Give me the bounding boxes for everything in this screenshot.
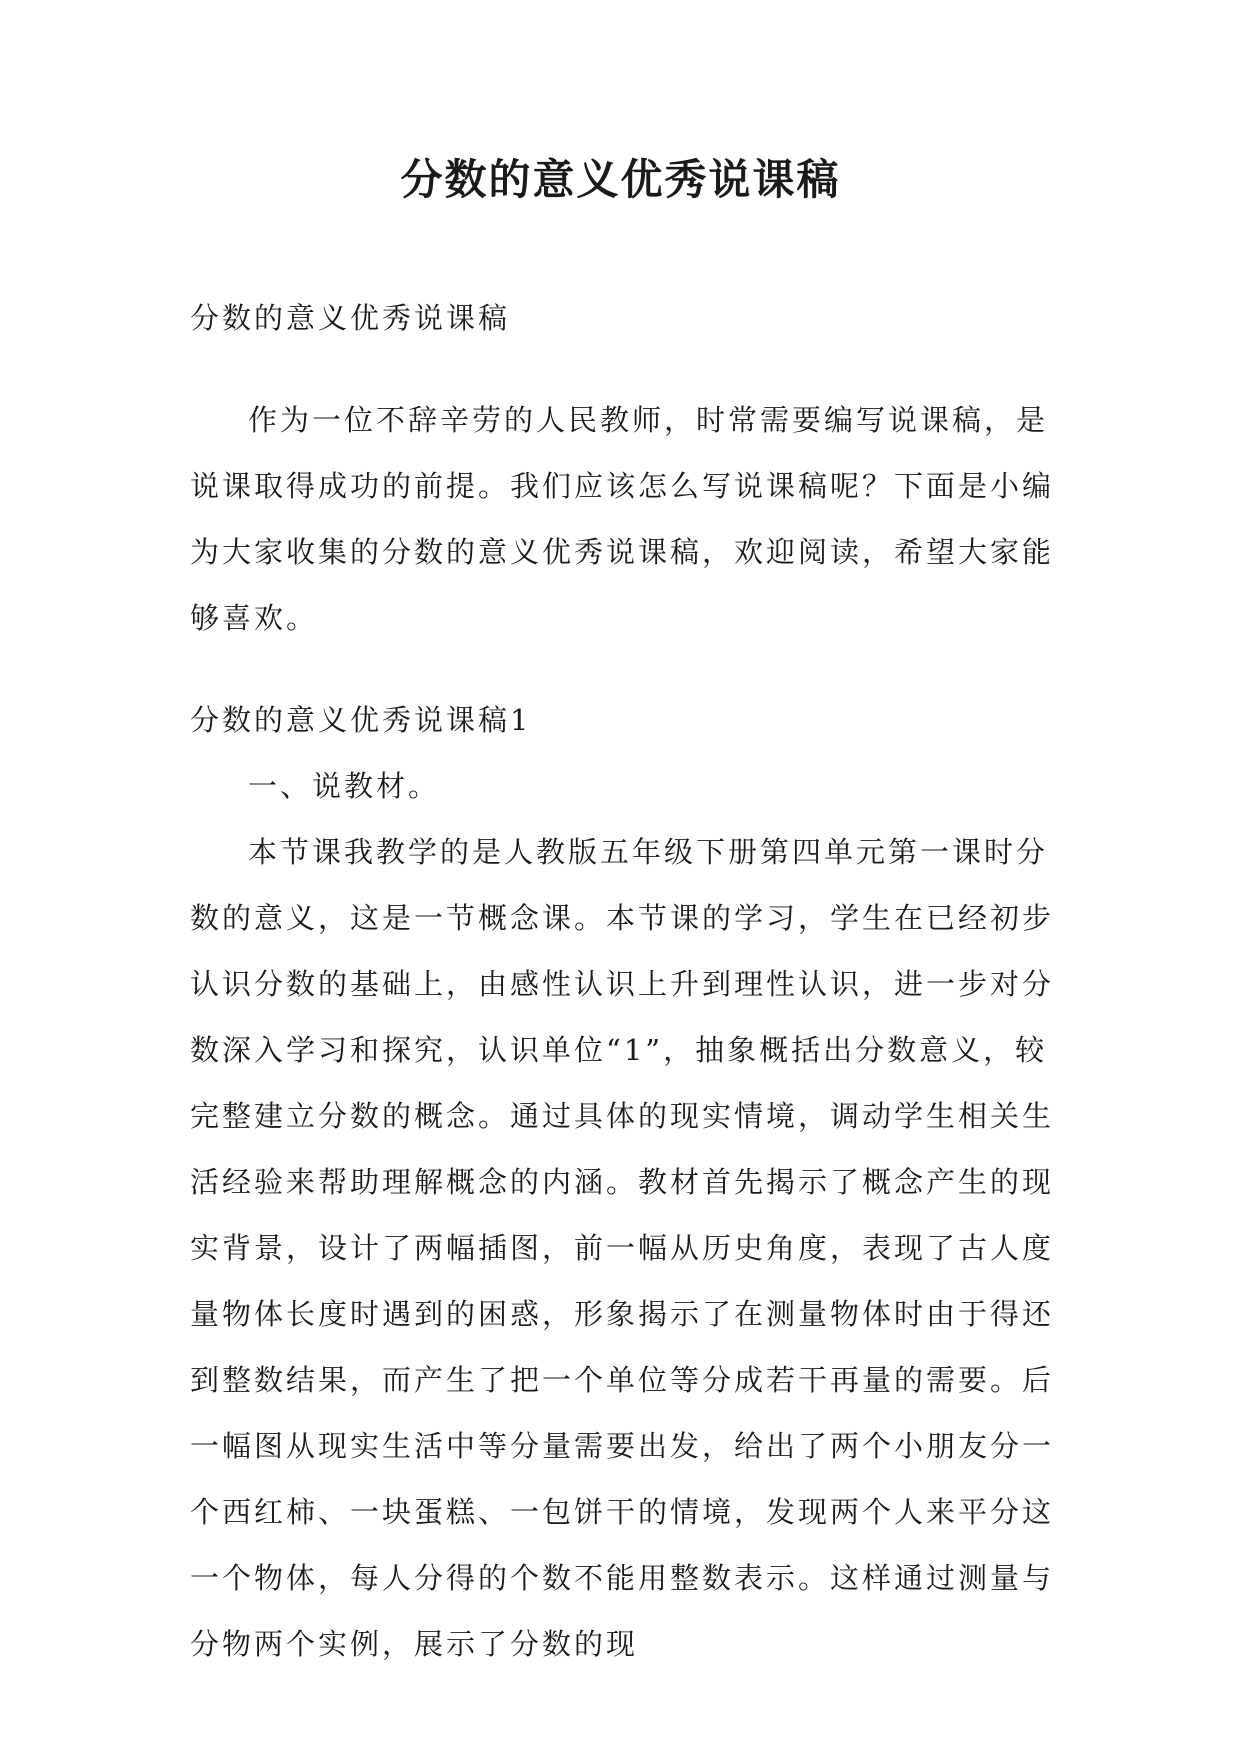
part-heading: 一、说教材。	[248, 769, 441, 803]
section-heading: 分数的意义优秀说课稿1	[190, 703, 532, 737]
body-paragraph: 本节课我教学的是人教版五年级下册第四单元第一课时分数的意义，这是一节概念课。本节课的学习，学生在已经初步认识分数的基础上，由感性认识上升到理性认识，进一步对分数深入学习和探究，认识单位“1”，抽象概括出分数意义，较完整建立分数的概念。通过具体的现实情境，调动学生相关生活经验来帮助理解概念的内涵。教材首先揭示了概念产生的现实背景，设计了两幅插图，前一幅从历史角度，表现了古人度量物体长度时遇到的困惑，形象揭示了在测量物体时由于得还到整数结果，而产生了把一个单位等分成若干再量的需要。后一幅图从现实生活中等分量需要出发，给出了两个小朋友分一个西红柿、一块蛋糕、一包饼干的情境，发现两个人来平分这一个物体，每人分得的个数不能用整数表示。这样通过测量与分物两个实例，展示了分数的现	[190, 835, 1055, 1661]
intro-paragraph: 作为一位不辞辛劳的人民教师，时常需要编写说课稿，是说课取得成功的前提。我们应该怎么写说课稿呢？下面是小编为大家收集的分数的意义优秀说课稿，欢迎阅读，希望大家能够喜欢。	[190, 403, 1055, 635]
document-subtitle: 分数的意义优秀说课稿	[190, 301, 511, 335]
document-body	[190, 285, 1060, 1677]
document-title: 分数的意义优秀说课稿	[400, 155, 841, 204]
